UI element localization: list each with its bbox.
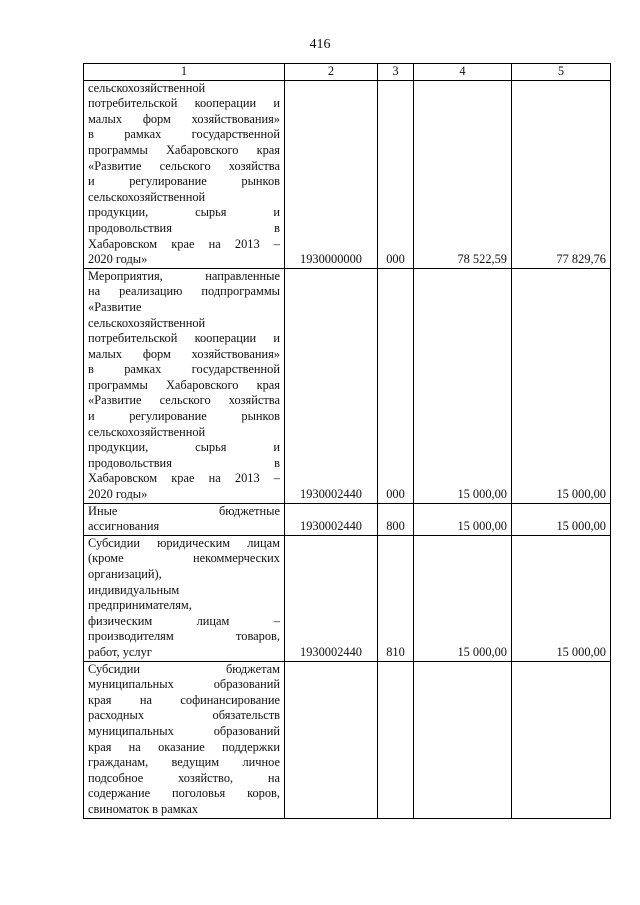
- item-name-line: производителям товаров,: [88, 629, 280, 644]
- item-name-line: продукции, сырья и: [88, 205, 280, 220]
- item-name-line: организаций),: [88, 567, 162, 581]
- item-name-line: Субсидии юридическим лицам: [88, 535, 280, 550]
- target-item-code: [285, 661, 378, 818]
- item-name-line: продовольствия в: [88, 455, 280, 470]
- expense-type-code: 000: [378, 268, 414, 503]
- item-name-line: и регулирование рынков: [88, 174, 280, 189]
- item-name-line: программы Хабаровского края: [88, 377, 280, 392]
- item-name-line: сельскохозяйственной: [88, 315, 206, 330]
- item-name-line: муниципальных образований: [88, 677, 280, 692]
- item-name-cell: [84, 268, 285, 503]
- item-name-line: продукции, сырья и: [88, 440, 280, 455]
- column-number: 5: [512, 64, 611, 81]
- item-name-line: (кроме некоммерческих: [88, 551, 280, 566]
- table-row: [84, 503, 611, 535]
- expense-type-code: 810: [378, 535, 414, 661]
- item-name-line: в рамках государственной: [88, 362, 280, 377]
- item-name-line: края на оказание поддержки: [88, 739, 280, 754]
- amount-year-2: 15 000,00: [512, 535, 611, 661]
- item-name-line: потребительской кооперации и: [88, 96, 280, 111]
- amount-year-1: 15 000,00: [414, 535, 512, 661]
- item-name-line: малых форм хозяйствования»: [88, 346, 280, 361]
- item-name-line: в рамках государственной: [88, 127, 280, 142]
- target-item-code: 1930002440: [285, 268, 378, 503]
- budget-table: [83, 63, 611, 819]
- item-name-line: малых форм хозяйствования»: [88, 111, 280, 126]
- page-number: 416: [309, 37, 331, 52]
- amount-year-2: [512, 661, 611, 818]
- column-number: 4: [414, 64, 512, 81]
- item-name-line: индивидуальным: [88, 582, 180, 597]
- expense-type-code: 800: [378, 503, 414, 535]
- table-row: [84, 535, 611, 661]
- item-name-line: края на софинансирование: [88, 692, 280, 707]
- item-name-line: работ, услуг: [88, 644, 152, 659]
- amount-year-1: 15 000,00: [414, 268, 512, 503]
- table-row: [84, 80, 611, 268]
- item-name-line: расходных обязательств: [88, 708, 280, 723]
- amount-year-1: 78 522,59: [414, 80, 512, 268]
- item-name-line: Мероприятия, направленные: [88, 268, 280, 283]
- item-name-line: программы Хабаровского края: [88, 142, 280, 157]
- item-name-line: потребительской кооперации и: [88, 331, 280, 346]
- amount-year-2: 15 000,00: [512, 503, 611, 535]
- item-name-line: физическим лицам –: [88, 613, 280, 628]
- item-name-line: Субсидии бюджетам: [88, 661, 280, 676]
- column-number: 3: [378, 64, 414, 81]
- item-name-line: предпринимателям,: [88, 598, 192, 613]
- item-name-cell: [84, 503, 285, 535]
- item-name-line: сельскохозяйственной: [88, 189, 206, 204]
- item-name-line: муниципальных образований: [88, 723, 280, 738]
- item-name-line: свиноматок в рамках: [88, 801, 199, 816]
- table-row: [84, 268, 611, 503]
- expense-type-code: [378, 661, 414, 818]
- item-name-line: «Развитие: [88, 299, 142, 314]
- table-row: [84, 661, 611, 818]
- amount-year-1: [414, 661, 512, 818]
- expense-type-code: 000: [378, 80, 414, 268]
- item-name-line: сельскохозяйственной: [88, 80, 206, 95]
- item-name-line: Иные бюджетные: [88, 503, 280, 518]
- item-name-line: «Развитие сельского хозяйства: [88, 393, 280, 408]
- target-item-code: 1930000000: [285, 80, 378, 268]
- item-name-line: содержание поголовья коров,: [88, 786, 280, 801]
- item-name-line: подсобное хозяйство, на: [88, 770, 280, 785]
- amount-year-2: 15 000,00: [512, 268, 611, 503]
- target-item-code: 1930002440: [285, 535, 378, 661]
- column-number: 1: [84, 64, 285, 81]
- target-item-code: 1930002440: [285, 503, 378, 535]
- item-name-cell: [84, 535, 285, 661]
- item-name-cell: [84, 661, 285, 818]
- amount-year-1: 15 000,00: [414, 503, 512, 535]
- item-name-line: и регулирование рынков: [88, 409, 280, 424]
- column-number: 2: [285, 64, 378, 81]
- item-name-line: «Развитие сельского хозяйства: [88, 158, 280, 173]
- item-name-line: ассигнования: [88, 519, 160, 534]
- amount-year-2: 77 829,76: [512, 80, 611, 268]
- item-name-line: Хабаровском крае на 2013 –: [88, 471, 280, 486]
- item-name-line: Хабаровском крае на 2013 –: [88, 236, 280, 251]
- column-number-row: [84, 64, 611, 81]
- item-name-line: сельскохозяйственной: [88, 424, 206, 439]
- item-name-cell: [84, 80, 285, 268]
- item-name-line: 2020 годы»: [88, 487, 148, 502]
- item-name-line: продовольствия в: [88, 220, 280, 235]
- item-name-line: 2020 годы»: [88, 252, 148, 267]
- item-name-line: гражданам, ведущим личное: [88, 755, 280, 770]
- item-name-line: на реализацию подпрограммы: [88, 284, 280, 299]
